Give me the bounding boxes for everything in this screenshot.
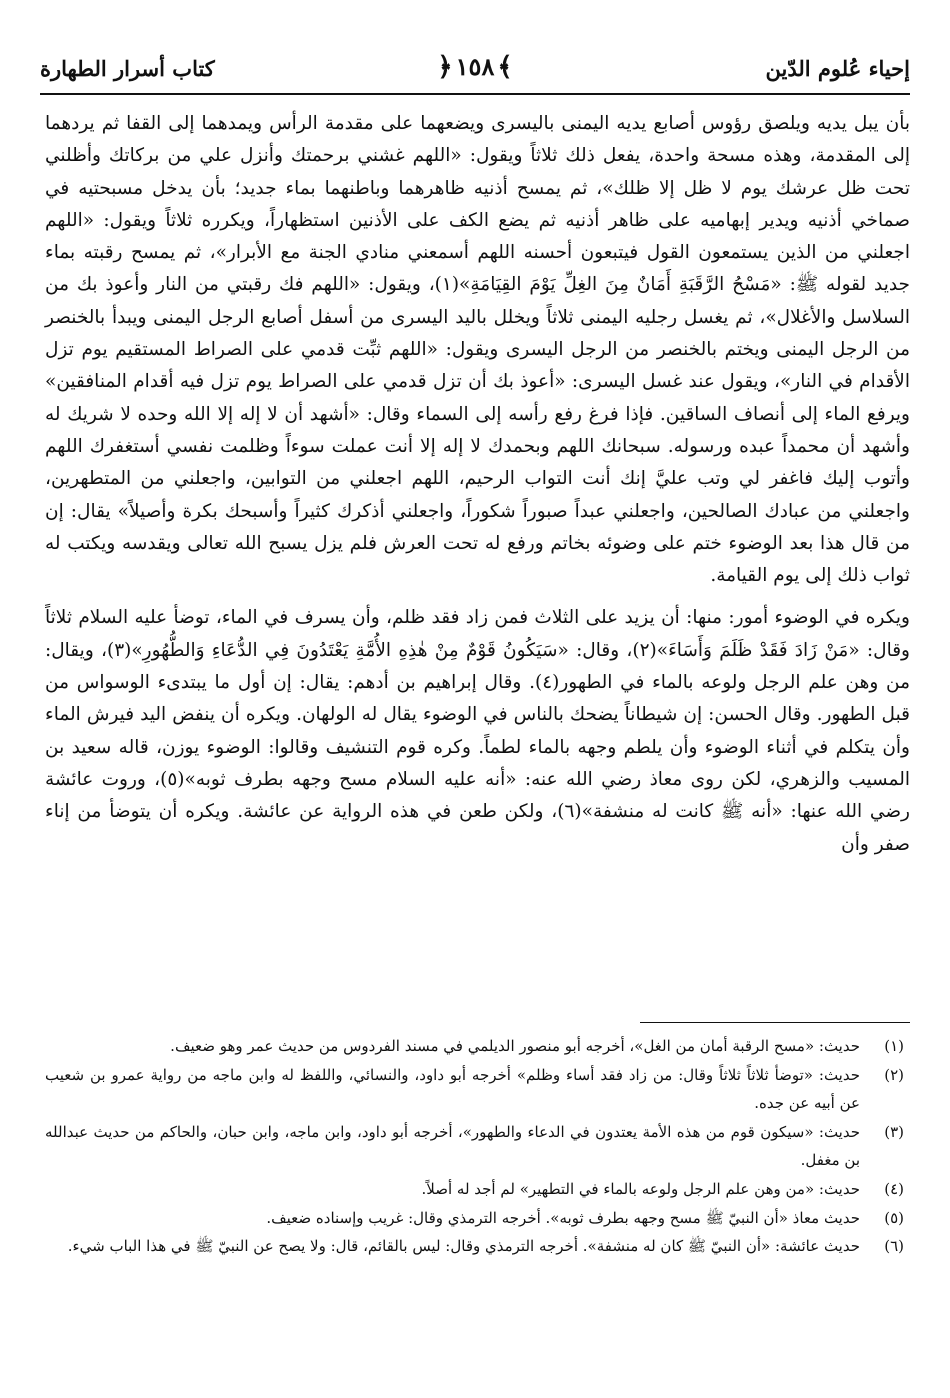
ornament-left-icon: ﴾ [497,52,513,82]
footnote-text: حديث: «سيكون قوم من هذه الأمة يعتدون في الدعاء والطهور»، أخرجه أبو داود، وابن ماجه، وابن حبان، والحاكم من حديث عبدالله بن مغفل. [45,1122,860,1170]
footnote-item [45,1032,910,1061]
footnote-number: (٢) [884,1065,904,1084]
paragraph: ويكره في الوضوء أمور: منها: أن يزيد على الثلاث فمن زاد فقد ظلم، وأن يسرف في الماء، توضأ عليه السلام ثلاثاً وقال: «مَنْ زَادَ فَقَدْ ظَلَمَ وَأَسَاءَ»(٢)، وقال: «سَيَكُونُ قَوْمٌ مِنْ هٰذِهِ الأُمَّةِ يَعْتَدُونَ فِي الدُّعَاءِ وَالطُّهُورِ»(٣)، ويقال: من وهن علم الرجل ولوعه بالماء في الطهور(٤). وقال إبراهيم بن أدهم: يقال: إن أول ما يبتدىء الوسواس من قبل الطهور. وقال الحسن: إن شيطاناً يضحك بالناس في الوضوء يقال له الولهان. ويكره أن ينفض اليد فيرش الماء وأن يتكلم في أثناء الوضوء وأن يلطم وجهه بالماء لطماً. وكره قوم التنشيف وقالوا: الوضوء يوزن، قاله سعيد بن المسيب والزهري، لكن روى معاذ رضي الله عنه: «أنه عليه السلام مسح وجهه بطرف ثوبه»(٥)، وروت عائشة رضي الله عنها: «أنه ﷺ كانت له منشفة»(٦)، ولكن طعن في هذه الرواية عن عائشة. ويكره أن يتوضأ من إناء صفر وأن [45,607,911,855]
page-header [40,50,910,90]
footnote-text: حديث معاذ «أن النبيّ ﷺ مسح وجهه بطرف ثوبه». أخرجه الترمذي وقال: غريب وإسناده ضعيف. [266,1208,860,1227]
footnote-item [45,1232,910,1261]
page-number [434,52,515,82]
footnote-item [45,1061,910,1118]
footnote-number: (٤) [884,1179,904,1198]
footnote-item [45,1118,910,1175]
footnote-text: حديث: «توضأ ثلاثاً ثلاثاً وقال: من زاد فقد أساء وظلم» أخرجه أبو داود، والنسائي، واللفظ له وابن ماجه من رواية عمرو بن شعيب عن أبيه عن جده. [45,1065,860,1113]
header-divider [40,93,910,95]
footnote-text: حديث: «مسح الرقبة أمان من الغل»، أخرجه أبو منصور الديلمي في مسند الفردوس من حديث عمر وهو ضعيف. [170,1037,860,1055]
footnote-number: (٦) [884,1237,904,1256]
book-title: إحياء عُلوم الدّين [765,56,910,81]
ornament-right-icon: ﴿ [437,52,453,82]
footnote-text: حديث: «من وهن علم الرجل ولوعه بالماء في التطهير» لم أجد له أصلاً. [421,1179,860,1198]
footnote-number: (٥) [884,1208,904,1227]
paragraph: بأن يبل يديه ويلصق رؤوس أصابع يديه اليمنى باليسرى ويضعهما على مقدمة الرأس ويمدهما إلى القفا ثم يردهما إلى المقدمة، وهذه مسحة واحدة، يفعل ذلك ثلاثاً ويقول: «اللهم غشني برحمتك وأنزل علي من بركاتك وأظلني تحت ظل عرشك يوم لا ظل إلا ظلك»، ثم يمسح أذنيه ظاهرهما وباطنهما بماء جديد؛ بأن يدخل مسبحتيه في صماخي أذنيه ويدير إبهاميه على ظاهر أذنيه ثم يضع الكف على الأذنين استظهاراً، ويكرره ثلاثاً ويقول: «اللهم اجعلني من الذين يستمعون القول فيتبعون أحسنه اللهم أسمعني منادي الجنة مع الأبرار»، ثم يمسح رقبته بماء جديد لقوله ﷺ: «مَسْحُ الرَّقَبَةِ أَمَانٌ مِنَ الغِلِّ يَوْمَ القِيَامَةِ»(١)، ويقول: «اللهم فك رقبتي من النار وأعوذ بك من السلاسل والأغلال»، ثم يغسل رجليه اليمنى ثلاثاً ويخلل باليد اليسرى من أسفل أصابع الرجل اليمنى ويبدأ بالخنصر من الرجل اليمنى ويختم بالخنصر من الرجل اليسرى ويقول: «اللهم ثبِّت قدمي على الصراط المستقيم يوم تزل الأقدام في النار»، ويقول عند غسل اليسرى: «أعوذ بك أن تزل قدمي على الصراط يوم تزل فيه أقدام المنافقين» ويرفع الماء إلى أنصاف الساقين. فإذا فرغ رفع رأسه إلى السماء وقال: «أشهد أن لا إله إلا الله وحده لا شريك له وأشهد أن محمداً عبده ورسوله. سبحانك اللهم وبحمدك لا إله إلا أنت عملت سوءاً وظلمت نفسي أستغفرك اللهم وأتوب إليك فاغفر لي وتب عليَّ إنك أنت التواب الرحيم، اللهم اجعلني من التوابين، واجعلني من المتطهرين، واجعلني من عبادك الصالحين، واجعلني عبداً صبوراً شكوراً، واجعلني أذكرك كثيراً وأسبحك بكرة وأصيلاً» يقال: إن من قال هذا بعد الوضوء ختم على وضوئه بخاتم ورفع له تحت العرش فلم يزل يسبح الله تعالى ويقدسه ويكتب له ثواب ذلك إلى يوم القيامة. [45,113,910,587]
footnote-item [45,1175,910,1204]
footnote-text: حديث عائشة: «أن النبيّ ﷺ كان له منشفة». أخرجه الترمذي وقال: ليس بالقائم، قال: ولا يصح عن النبيّ ﷺ في هذا الباب شيء. [67,1237,860,1256]
page-number-value: ١٥٨ [455,52,495,81]
footnote-number: (١) [884,1037,904,1055]
footnotes [45,1032,910,1261]
footnote-item [45,1204,910,1233]
chapter-title: كتاب أسرار الطهارة [40,56,215,81]
footnote-divider [640,1022,910,1023]
footnote-number: (٣) [884,1122,904,1141]
main-text [45,108,910,861]
